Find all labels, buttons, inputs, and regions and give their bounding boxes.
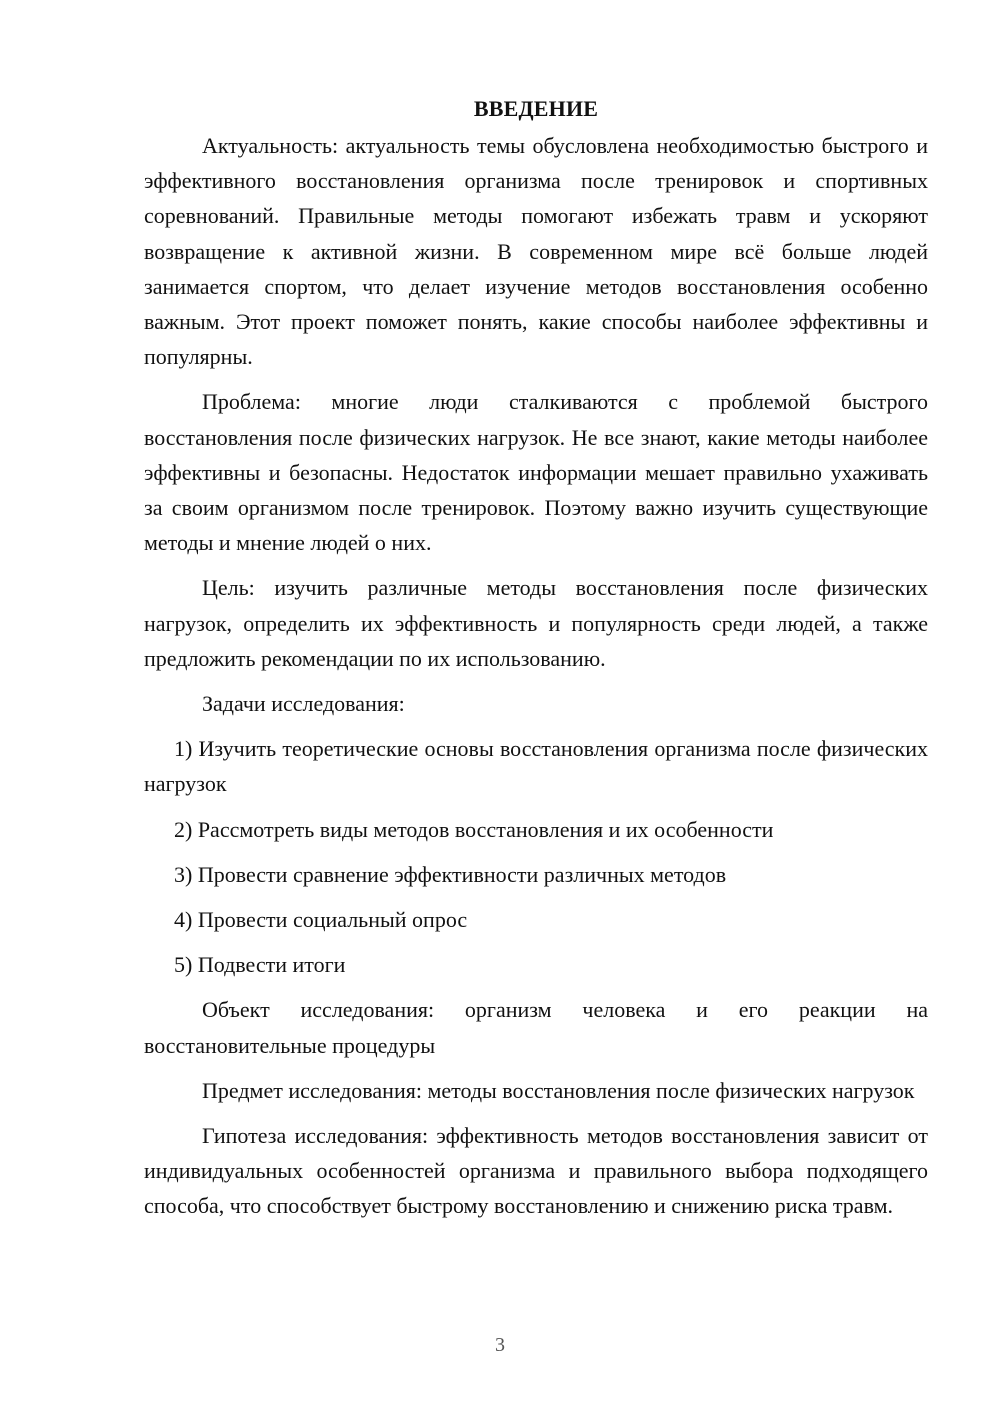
document-page <box>144 94 928 1234</box>
hypothesis-paragraph: Гипотеза исследования: эффективность методов восстановления зависит от индивидуальных особенностей организма и правильного выбора подходящего способа, что способствует быстрому восстановлению и снижению риска травм. <box>144 1123 928 1219</box>
page-number: 3 <box>495 1334 505 1356</box>
subject-paragraph: Предмет исследования: методы восстановления после физических нагрузок <box>202 1077 915 1103</box>
task-item-1: 1) Изучить теоретические основы восстановления организма после физических нагрузок <box>144 736 928 797</box>
goal-paragraph: Цель: изучить различные методы восстановления после физических нагрузок, определить их эффективность и популярность среди людей, а также предложить рекомендации по их использованию. <box>144 575 928 671</box>
task-item-3: 3) Провести сравнение эффективности различных методов <box>174 861 727 887</box>
task-item-2: 2) Рассмотреть виды методов восстановления и их особенности <box>174 816 774 842</box>
object-paragraph: Объект исследования: организм человека и его реакции на восстановительные процедуры <box>144 997 928 1058</box>
relevance-paragraph: Актуальность: актуальность темы обусловлена необходимостью быстрого и эффективного восстановления организма после тренировок и спортивных соревнований. Правильные методы помогают избежать травм и ускоряют возвращение к активной жизни. В современном мире всё больше людей занимается спортом, что делает изучение методов восстановления особенно важным. Этот проект поможет понять, какие способы наиболее эффективны и популярны. <box>144 133 928 370</box>
task-item-4: 4) Провести социальный опрос <box>174 907 468 933</box>
problem-paragraph: Проблема: многие люди сталкиваются с проблемой быстрого восстановления после физических нагрузок. Не все знают, какие методы наиболее эффективны и безопасны. Недостаток информации мешает правильно ухаживать за своим организмом после тренировок. Поэтому важно изучить существующие методы и мнение людей о них. <box>144 389 928 556</box>
tasks-heading: Задачи исследования: <box>202 691 405 717</box>
task-item-5: 5) Подвести итоги <box>174 952 346 978</box>
page-title: ВВЕДЕНИЕ <box>473 96 599 121</box>
